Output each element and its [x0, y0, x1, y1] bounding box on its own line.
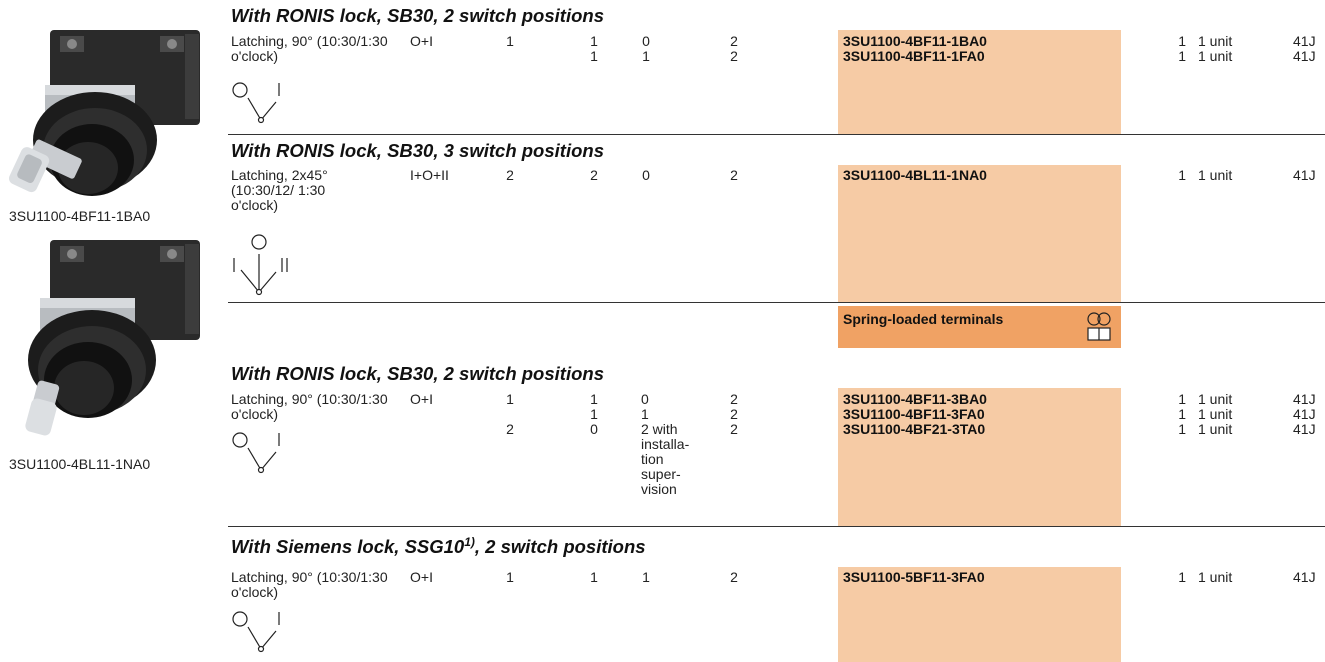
ps-cell: 1 unit [1198, 406, 1233, 422]
pu-cell: 1 [1178, 391, 1186, 407]
pg-cell: 41J [1293, 421, 1316, 437]
ps-cell: 1 unit [1198, 167, 1233, 183]
order-number: 3SU1100-4BF21-3TA0 [843, 421, 986, 437]
switch-position-diagram-2 [231, 234, 303, 296]
switch-position-diagram-1 [231, 80, 303, 125]
pg-cell: 41J [1293, 569, 1316, 585]
cell-s4r1-c3: 1 [642, 569, 650, 585]
order-number: 3SU1100-4BF11-1BA0 [843, 33, 987, 49]
order-number: 3SU1100-4BF11-3BA0 [843, 391, 987, 407]
divider-1 [228, 134, 1325, 135]
cell-s1r1-c1: 1 [506, 33, 514, 49]
cell-s4r1-c1: 1 [506, 569, 514, 585]
cell-s2r1-c4: 2 [730, 167, 738, 183]
pg-cell: 41J [1293, 33, 1316, 49]
product-image-2 [0, 232, 225, 437]
ps-cell: 1 unit [1198, 569, 1233, 585]
product-image-1 [0, 10, 225, 210]
order-number: 3SU1100-4BF11-1FA0 [843, 48, 985, 64]
ps-cell: 1 unit [1198, 48, 1233, 64]
divider-3 [228, 526, 1325, 527]
cell-s3r1-c4: 2 [730, 391, 738, 407]
section-title-4-rest: , 2 switch positions [474, 536, 646, 557]
cell-s3r3-c1: 2 [506, 421, 514, 437]
cell-s2r1-c2: 2 [590, 167, 598, 183]
switch-position-diagram-4 [231, 609, 303, 654]
order-number: 3SU1100-5BF11-3FA0 [843, 569, 985, 585]
pu-cell: 1 [1178, 569, 1186, 585]
pu-cell: 1 [1178, 421, 1186, 437]
pg-cell: 41J [1293, 48, 1316, 64]
spring-terminal-label: Spring-loaded terminals [843, 311, 1004, 327]
pg-cell: 41J [1293, 391, 1316, 407]
pu-cell: 1 [1178, 33, 1186, 49]
cell-s4r1-c4: 2 [730, 569, 738, 585]
pu-cell: 1 [1178, 406, 1186, 422]
cell-s2r1-c3: 0 [642, 167, 650, 183]
cell-s3r3-c2: 0 [590, 421, 598, 437]
switch-positions-1: O+I [410, 33, 433, 49]
cell-s1r2-c4: 2 [730, 48, 738, 64]
operating-type-3: Latching, 90° (10:30/1:30 o'clock) [231, 391, 388, 422]
cell-s3r2-c2: 1 [590, 406, 598, 422]
ps-cell: 1 unit [1198, 33, 1233, 49]
cell-s1r1-c3: 0 [642, 33, 650, 49]
product-caption-1: 3SU1100-4BF11-1BA0 [9, 208, 151, 224]
cell-s3r2-c3: 1 [641, 406, 649, 422]
pu-cell: 1 [1178, 48, 1186, 64]
cell-s3r1-c2: 1 [590, 391, 598, 407]
section-title-4 [231, 534, 646, 557]
cell-s3r1-c3: 0 [641, 391, 649, 407]
ps-cell: 1 unit [1198, 391, 1233, 407]
cell-s3r2-c4: 2 [730, 406, 738, 422]
pg-cell: 41J [1293, 167, 1316, 183]
divider-2 [228, 302, 1325, 303]
pg-cell: 41J [1293, 406, 1316, 422]
switch-positions-2: I+O+II [410, 167, 449, 183]
switch-positions-3: O+I [410, 391, 433, 407]
cell-s1r2-c3: 1 [642, 48, 650, 64]
operating-type-2: Latching, 2x45° (10:30/12/ 1:30 o'clock) [231, 167, 328, 213]
cell-s1r1-c4: 2 [730, 33, 738, 49]
operating-type-1: Latching, 90° (10:30/1:30 o'clock) [231, 33, 388, 64]
section-title-2: With RONIS lock, SB30, 3 switch positions [231, 140, 604, 161]
order-number: 3SU1100-4BL11-1NA0 [843, 167, 987, 183]
cell-s3r3-c4: 2 [730, 421, 738, 437]
section-title-3: With RONIS lock, SB30, 2 switch positions [231, 363, 604, 384]
order-number: 3SU1100-4BF11-3FA0 [843, 406, 985, 422]
cell-s3r3-c3: 2 with installa- tion super- vision [641, 421, 690, 497]
cell-s2r1-c1: 2 [506, 167, 514, 183]
operating-type-4: Latching, 90° (10:30/1:30 o'clock) [231, 569, 388, 600]
section-title-4-main: With Siemens lock, SSG10 [231, 536, 465, 557]
pu-cell: 1 [1178, 167, 1186, 183]
order-column-bg-2 [838, 165, 1121, 302]
spring-terminal-icon [1087, 312, 1111, 342]
footnote-ref: 1) [464, 534, 475, 549]
cell-s4r1-c2: 1 [590, 569, 598, 585]
cell-s1r1-c2: 1 [590, 33, 598, 49]
switch-position-diagram-3 [231, 430, 303, 475]
cell-s1r2-c2: 1 [590, 48, 598, 64]
switch-positions-4: O+I [410, 569, 433, 585]
section-title-1: With RONIS lock, SB30, 2 switch positions [231, 5, 604, 26]
cell-s3r1-c1: 1 [506, 391, 514, 407]
product-caption-2: 3SU1100-4BL11-1NA0 [9, 456, 151, 472]
ps-cell: 1 unit [1198, 421, 1233, 437]
